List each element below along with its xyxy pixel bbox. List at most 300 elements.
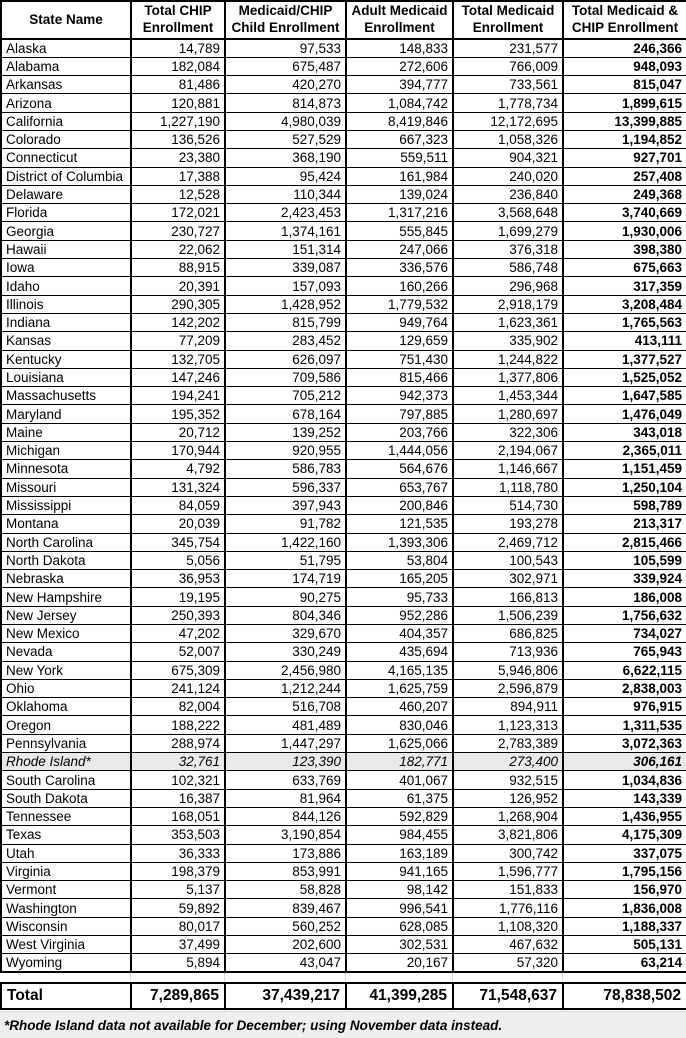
enrollment-value-cell: 1,436,955 xyxy=(563,807,686,825)
enrollment-value-cell: 200,846 xyxy=(346,496,453,514)
state-name-cell: Delaware xyxy=(1,185,131,203)
enrollment-value-cell: 1,227,190 xyxy=(131,112,225,130)
enrollment-value-cell: 174,719 xyxy=(225,570,346,588)
enrollment-value-cell: 814,873 xyxy=(225,94,346,112)
enrollment-value-cell: 804,346 xyxy=(225,606,346,624)
enrollment-value-cell: 339,924 xyxy=(563,570,686,588)
enrollment-value-cell: 51,795 xyxy=(225,551,346,569)
enrollment-value-cell: 126,952 xyxy=(453,789,563,807)
enrollment-value-cell: 797,885 xyxy=(346,405,453,423)
enrollment-value-cell: 172,021 xyxy=(131,204,225,222)
state-name-cell: Ohio xyxy=(1,679,131,697)
enrollment-value-cell: 57,320 xyxy=(453,954,563,972)
enrollment-value-cell: 59,892 xyxy=(131,899,225,917)
enrollment-value-cell: 920,955 xyxy=(225,442,346,460)
enrollment-value-cell: 5,946,806 xyxy=(453,661,563,679)
enrollment-value-cell: 110,344 xyxy=(225,185,346,203)
enrollment-value-cell: 435,694 xyxy=(346,643,453,661)
enrollment-value-cell: 564,676 xyxy=(346,460,453,478)
enrollment-value-cell: 815,466 xyxy=(346,368,453,386)
state-name-cell: District of Columbia xyxy=(1,167,131,185)
enrollment-value-cell: 306,161 xyxy=(563,753,686,771)
state-name-cell: Idaho xyxy=(1,277,131,295)
enrollment-value-cell: 330,249 xyxy=(225,643,346,661)
enrollment-value-cell: 404,357 xyxy=(346,625,453,643)
enrollment-value-cell: 394,777 xyxy=(346,76,453,94)
table-row xyxy=(1,899,686,917)
state-name-cell: California xyxy=(1,112,131,130)
enrollment-value-cell: 709,586 xyxy=(225,368,346,386)
table-row xyxy=(1,368,686,386)
enrollment-value-cell: 398,380 xyxy=(563,240,686,258)
enrollment-value-cell: 52,007 xyxy=(131,643,225,661)
enrollment-value-cell: 156,970 xyxy=(563,881,686,899)
state-name-cell: Vermont xyxy=(1,881,131,899)
enrollment-value-cell: 1,377,806 xyxy=(453,368,563,386)
enrollment-value-cell: 81,964 xyxy=(225,789,346,807)
enrollment-value-cell: 283,452 xyxy=(225,332,346,350)
state-name-cell: New Mexico xyxy=(1,625,131,643)
enrollment-value-cell: 596,337 xyxy=(225,478,346,496)
enrollment-value-cell: 1,776,116 xyxy=(453,899,563,917)
table-row xyxy=(1,606,686,624)
enrollment-value-cell: 165,205 xyxy=(346,570,453,588)
table-row xyxy=(1,496,686,514)
enrollment-value-cell: 844,126 xyxy=(225,807,346,825)
enrollment-value-cell: 586,783 xyxy=(225,460,346,478)
state-name-cell: Louisiana xyxy=(1,368,131,386)
enrollment-value-cell: 3,568,648 xyxy=(453,204,563,222)
footnote: *Rhode Island data not available for December; using November data instead. xyxy=(0,1011,686,1038)
enrollment-value-cell: 766,009 xyxy=(453,57,563,75)
enrollment-value-cell: 231,577 xyxy=(453,39,563,57)
enrollment-value-cell: 1,377,527 xyxy=(563,350,686,368)
enrollment-value-cell: 1,444,056 xyxy=(346,442,453,460)
enrollment-value-cell: 894,911 xyxy=(453,698,563,716)
state-name-cell: Oregon xyxy=(1,716,131,734)
state-name-cell: Wisconsin xyxy=(1,917,131,935)
enrollment-value-cell: 142,202 xyxy=(131,313,225,331)
enrollment-value-cell: 1,374,161 xyxy=(225,222,346,240)
enrollment-value-cell: 1,779,532 xyxy=(346,295,453,313)
enrollment-value-cell: 633,769 xyxy=(225,771,346,789)
enrollment-value-cell: 213,317 xyxy=(563,515,686,533)
enrollment-value-cell: 1,756,632 xyxy=(563,606,686,624)
enrollment-value-cell: 345,754 xyxy=(131,533,225,551)
enrollment-value-cell: 43,047 xyxy=(225,954,346,972)
table-row xyxy=(1,844,686,862)
enrollment-value-cell: 1,506,239 xyxy=(453,606,563,624)
state-name-cell: Washington xyxy=(1,899,131,917)
enrollment-value-cell: 102,321 xyxy=(131,771,225,789)
enrollment-value-cell: 17,388 xyxy=(131,167,225,185)
enrollment-value-cell: 290,305 xyxy=(131,295,225,313)
enrollment-value-cell: 904,321 xyxy=(453,149,563,167)
enrollment-value-cell: 675,487 xyxy=(225,57,346,75)
enrollment-value-cell: 1,034,836 xyxy=(563,771,686,789)
state-name-cell: Texas xyxy=(1,826,131,844)
enrollment-value-cell: 47,202 xyxy=(131,625,225,643)
enrollment-value-cell: 322,306 xyxy=(453,423,563,441)
enrollment-value-cell: 1,699,279 xyxy=(453,222,563,240)
enrollment-value-cell: 1,194,852 xyxy=(563,130,686,148)
enrollment-value-cell: 88,915 xyxy=(131,259,225,277)
enrollment-value-cell: 329,670 xyxy=(225,625,346,643)
column-header-total-medicaid-chip: Total Medicaid & CHIP Enrollment xyxy=(563,1,686,39)
enrollment-value-cell: 166,813 xyxy=(453,588,563,606)
table-row xyxy=(1,259,686,277)
enrollment-value-cell: 100,543 xyxy=(453,551,563,569)
enrollment-value-cell: 12,172,695 xyxy=(453,112,563,130)
table-row xyxy=(1,112,686,130)
enrollment-value-cell: 182,084 xyxy=(131,57,225,75)
enrollment-value-cell: 815,047 xyxy=(563,76,686,94)
column-header-state-name: State Name xyxy=(1,1,131,39)
state-name-cell: South Dakota xyxy=(1,789,131,807)
enrollment-value-cell: 246,366 xyxy=(563,39,686,57)
enrollment-value-cell: 20,039 xyxy=(131,515,225,533)
enrollment-value-cell: 296,968 xyxy=(453,277,563,295)
enrollment-value-cell: 1,899,615 xyxy=(563,94,686,112)
enrollment-value-cell: 151,314 xyxy=(225,240,346,258)
table-row xyxy=(1,570,686,588)
enrollment-value-cell: 948,093 xyxy=(563,57,686,75)
state-name-cell: Georgia xyxy=(1,222,131,240)
enrollment-value-cell: 136,526 xyxy=(131,130,225,148)
enrollment-value-cell: 129,659 xyxy=(346,332,453,350)
enrollment-value-cell: 170,944 xyxy=(131,442,225,460)
table-row xyxy=(1,625,686,643)
enrollment-value-cell: 667,323 xyxy=(346,130,453,148)
enrollment-value-cell: 481,489 xyxy=(225,716,346,734)
state-name-cell: South Carolina xyxy=(1,771,131,789)
state-name-cell: Kentucky xyxy=(1,350,131,368)
enrollment-value-cell: 1,422,160 xyxy=(225,533,346,551)
enrollment-value-cell: 161,984 xyxy=(346,167,453,185)
enrollment-value-cell: 942,373 xyxy=(346,387,453,405)
total-label: Total xyxy=(1,983,131,1009)
table-row xyxy=(1,478,686,496)
table-row xyxy=(1,39,686,57)
state-name-cell: Mississippi xyxy=(1,496,131,514)
enrollment-value-cell: 163,189 xyxy=(346,844,453,862)
enrollment-value-cell: 705,212 xyxy=(225,387,346,405)
state-name-cell: Colorado xyxy=(1,130,131,148)
enrollment-value-cell: 36,953 xyxy=(131,570,225,588)
table-row xyxy=(1,350,686,368)
enrollment-value-cell: 1,596,777 xyxy=(453,862,563,880)
enrollment-value-cell: 335,902 xyxy=(453,332,563,350)
enrollment-value-cell: 653,767 xyxy=(346,478,453,496)
table-row xyxy=(1,862,686,880)
enrollment-value-cell: 336,576 xyxy=(346,259,453,277)
state-name-cell: Florida xyxy=(1,204,131,222)
enrollment-value-cell: 6,622,115 xyxy=(563,661,686,679)
enrollment-value-cell: 120,881 xyxy=(131,94,225,112)
enrollment-value-cell: 420,270 xyxy=(225,76,346,94)
table-row xyxy=(1,94,686,112)
enrollment-value-cell: 121,535 xyxy=(346,515,453,533)
state-name-cell: Michigan xyxy=(1,442,131,460)
table-row xyxy=(1,57,686,75)
enrollment-value-cell: 105,599 xyxy=(563,551,686,569)
enrollment-value-cell: 675,663 xyxy=(563,259,686,277)
enrollment-value-cell: 37,499 xyxy=(131,936,225,954)
enrollment-value-cell: 63,214 xyxy=(563,954,686,972)
enrollment-value-cell: 1,930,006 xyxy=(563,222,686,240)
enrollment-value-cell: 952,286 xyxy=(346,606,453,624)
enrollment-value-cell: 984,455 xyxy=(346,826,453,844)
enrollment-value-cell: 505,131 xyxy=(563,936,686,954)
enrollment-value-cell: 1,623,361 xyxy=(453,313,563,331)
total-child-value: 37,439,217 xyxy=(225,983,346,1009)
state-name-cell: Nevada xyxy=(1,643,131,661)
total-row xyxy=(1,983,686,1009)
total-adult-value: 41,399,285 xyxy=(346,983,453,1009)
enrollment-value-cell: 1,428,952 xyxy=(225,295,346,313)
enrollment-value-cell: 516,708 xyxy=(225,698,346,716)
enrollment-value-cell: 765,943 xyxy=(563,643,686,661)
enrollment-value-cell: 95,424 xyxy=(225,167,346,185)
table-row xyxy=(1,222,686,240)
state-name-cell: Hawaii xyxy=(1,240,131,258)
enrollment-value-cell: 20,391 xyxy=(131,277,225,295)
table-row xyxy=(1,442,686,460)
enrollment-value-cell: 82,004 xyxy=(131,698,225,716)
table-row xyxy=(1,149,686,167)
total-chip-value: 7,289,865 xyxy=(131,983,225,1009)
table-row xyxy=(1,533,686,551)
enrollment-value-cell: 1,393,306 xyxy=(346,533,453,551)
enrollment-value-cell: 132,705 xyxy=(131,350,225,368)
enrollment-value-cell: 555,845 xyxy=(346,222,453,240)
table-row xyxy=(1,240,686,258)
table-row xyxy=(1,698,686,716)
enrollment-value-cell: 317,359 xyxy=(563,277,686,295)
enrollment-value-cell: 3,821,806 xyxy=(453,826,563,844)
enrollment-value-cell: 16,387 xyxy=(131,789,225,807)
enrollment-value-cell: 839,467 xyxy=(225,899,346,917)
enrollment-value-cell: 250,393 xyxy=(131,606,225,624)
state-name-cell: Missouri xyxy=(1,478,131,496)
enrollment-value-cell: 1,778,734 xyxy=(453,94,563,112)
table-row xyxy=(1,423,686,441)
enrollment-value-cell: 247,066 xyxy=(346,240,453,258)
enrollment-value-cell: 376,318 xyxy=(453,240,563,258)
enrollment-value-cell: 236,840 xyxy=(453,185,563,203)
enrollment-value-cell: 80,017 xyxy=(131,917,225,935)
header-row xyxy=(1,1,686,39)
table-row xyxy=(1,405,686,423)
enrollment-value-cell: 1,765,563 xyxy=(563,313,686,331)
enrollment-value-cell: 157,093 xyxy=(225,277,346,295)
enrollment-value-cell: 2,365,011 xyxy=(563,442,686,460)
enrollment-value-cell: 949,764 xyxy=(346,313,453,331)
total-table xyxy=(0,982,686,1010)
enrollment-value-cell: 686,825 xyxy=(453,625,563,643)
enrollment-value-cell: 272,606 xyxy=(346,57,453,75)
state-name-cell: North Dakota xyxy=(1,551,131,569)
enrollment-value-cell: 527,529 xyxy=(225,130,346,148)
enrollment-value-cell: 815,799 xyxy=(225,313,346,331)
enrollment-value-cell: 5,056 xyxy=(131,551,225,569)
enrollment-value-cell: 713,936 xyxy=(453,643,563,661)
enrollment-value-cell: 302,531 xyxy=(346,936,453,954)
enrollment-value-cell: 1,647,585 xyxy=(563,387,686,405)
table-row xyxy=(1,76,686,94)
table-row xyxy=(1,332,686,350)
table-row xyxy=(1,881,686,899)
state-name-cell: West Virginia xyxy=(1,936,131,954)
total-medicaid-value: 71,548,637 xyxy=(453,983,563,1009)
table-row xyxy=(1,515,686,533)
enrollment-value-cell: 151,833 xyxy=(453,881,563,899)
table-row xyxy=(1,716,686,734)
enrollment-value-cell: 193,278 xyxy=(453,515,563,533)
enrollment-value-cell: 91,782 xyxy=(225,515,346,533)
enrollment-value-cell: 592,829 xyxy=(346,807,453,825)
enrollment-value-cell: 675,309 xyxy=(131,661,225,679)
enrollment-value-cell: 53,804 xyxy=(346,551,453,569)
table-row xyxy=(1,387,686,405)
state-name-cell: Minnesota xyxy=(1,460,131,478)
table-row xyxy=(1,936,686,954)
enrollment-value-cell: 20,167 xyxy=(346,954,453,972)
enrollment-value-cell: 20,712 xyxy=(131,423,225,441)
state-name-cell: Massachusetts xyxy=(1,387,131,405)
enrollment-value-cell: 8,419,846 xyxy=(346,112,453,130)
enrollment-value-cell: 3,740,669 xyxy=(563,204,686,222)
enrollment-value-cell: 2,469,712 xyxy=(453,533,563,551)
enrollment-value-cell: 1,447,297 xyxy=(225,734,346,752)
table-row xyxy=(1,204,686,222)
enrollment-value-cell: 1,836,008 xyxy=(563,899,686,917)
enrollment-value-cell: 514,730 xyxy=(453,496,563,514)
enrollment-value-cell: 932,515 xyxy=(453,771,563,789)
table-row xyxy=(1,771,686,789)
table-row xyxy=(1,588,686,606)
enrollment-value-cell: 194,241 xyxy=(131,387,225,405)
enrollment-value-cell: 5,137 xyxy=(131,881,225,899)
enrollment-value-cell: 98,142 xyxy=(346,881,453,899)
table-row xyxy=(1,679,686,697)
enrollment-value-cell: 853,991 xyxy=(225,862,346,880)
enrollment-value-cell: 1,250,104 xyxy=(563,478,686,496)
enrollment-value-cell: 941,165 xyxy=(346,862,453,880)
enrollment-value-cell: 3,072,363 xyxy=(563,734,686,752)
enrollment-value-cell: 23,380 xyxy=(131,149,225,167)
table-row xyxy=(1,295,686,313)
enrollment-value-cell: 4,792 xyxy=(131,460,225,478)
state-name-cell: Maryland xyxy=(1,405,131,423)
table-row xyxy=(1,954,686,972)
state-name-cell: Montana xyxy=(1,515,131,533)
enrollment-value-cell: 58,828 xyxy=(225,881,346,899)
enrollment-value-cell: 830,046 xyxy=(346,716,453,734)
state-name-cell: Alaska xyxy=(1,39,131,57)
enrollment-value-cell: 2,423,453 xyxy=(225,204,346,222)
enrollment-value-cell: 734,027 xyxy=(563,625,686,643)
state-name-cell: Arizona xyxy=(1,94,131,112)
enrollment-value-cell: 1,625,759 xyxy=(346,679,453,697)
column-header-medicaid-chip-child: Medicaid/CHIP Child Enrollment xyxy=(225,1,346,39)
enrollment-value-cell: 249,368 xyxy=(563,185,686,203)
table-row xyxy=(1,185,686,203)
column-header-adult-medicaid: Adult Medicaid Enrollment xyxy=(346,1,453,39)
state-name-cell: Virginia xyxy=(1,862,131,880)
enrollment-value-cell: 353,503 xyxy=(131,826,225,844)
table-row xyxy=(1,917,686,935)
enrollment-value-cell: 32,761 xyxy=(131,753,225,771)
enrollment-value-cell: 996,541 xyxy=(346,899,453,917)
enrollment-value-cell: 36,333 xyxy=(131,844,225,862)
enrollment-value-cell: 1,151,459 xyxy=(563,460,686,478)
enrollment-value-cell: 61,375 xyxy=(346,789,453,807)
enrollment-value-cell: 139,024 xyxy=(346,185,453,203)
enrollment-value-cell: 203,766 xyxy=(346,423,453,441)
spacer-row xyxy=(0,973,686,982)
state-name-cell: Wyoming xyxy=(1,954,131,972)
enrollment-value-cell: 5,894 xyxy=(131,954,225,972)
state-name-cell: Maine xyxy=(1,423,131,441)
table-row xyxy=(1,277,686,295)
enrollment-value-cell: 1,123,313 xyxy=(453,716,563,734)
table-row xyxy=(1,789,686,807)
state-name-cell: New Hampshire xyxy=(1,588,131,606)
enrollment-value-cell: 413,111 xyxy=(563,332,686,350)
enrollment-value-cell: 198,379 xyxy=(131,862,225,880)
enrollment-value-cell: 195,352 xyxy=(131,405,225,423)
enrollment-value-cell: 2,918,179 xyxy=(453,295,563,313)
enrollment-value-cell: 339,087 xyxy=(225,259,346,277)
enrollment-value-cell: 927,701 xyxy=(563,149,686,167)
state-name-cell: Kansas xyxy=(1,332,131,350)
enrollment-value-cell: 288,974 xyxy=(131,734,225,752)
enrollment-value-cell: 1,317,216 xyxy=(346,204,453,222)
enrollment-value-cell: 202,600 xyxy=(225,936,346,954)
state-name-cell: Illinois xyxy=(1,295,131,313)
enrollment-value-cell: 148,833 xyxy=(346,39,453,57)
enrollment-value-cell: 257,408 xyxy=(563,167,686,185)
enrollment-value-cell: 1,212,244 xyxy=(225,679,346,697)
enrollment-value-cell: 343,018 xyxy=(563,423,686,441)
state-name-cell: Iowa xyxy=(1,259,131,277)
state-name-cell: Tennessee xyxy=(1,807,131,825)
enrollment-value-cell: 139,252 xyxy=(225,423,346,441)
table-row xyxy=(1,167,686,185)
enrollment-value-cell: 1,625,066 xyxy=(346,734,453,752)
table-row xyxy=(1,734,686,752)
enrollment-value-cell: 1,244,822 xyxy=(453,350,563,368)
enrollment-value-cell: 300,742 xyxy=(453,844,563,862)
enrollment-value-cell: 302,971 xyxy=(453,570,563,588)
enrollment-value-cell: 12,528 xyxy=(131,185,225,203)
enrollment-value-cell: 626,097 xyxy=(225,350,346,368)
enrollment-value-cell: 628,085 xyxy=(346,917,453,935)
enrollment-value-cell: 131,324 xyxy=(131,478,225,496)
enrollment-value-cell: 241,124 xyxy=(131,679,225,697)
enrollment-value-cell: 560,252 xyxy=(225,917,346,935)
enrollment-value-cell: 173,886 xyxy=(225,844,346,862)
enrollment-value-cell: 81,486 xyxy=(131,76,225,94)
enrollment-value-cell: 4,980,039 xyxy=(225,112,346,130)
enrollment-value-cell: 273,400 xyxy=(453,753,563,771)
enrollment-value-cell: 22,062 xyxy=(131,240,225,258)
enrollment-value-cell: 1,476,049 xyxy=(563,405,686,423)
state-name-cell: New Jersey xyxy=(1,606,131,624)
column-header-total-medicaid: Total Medicaid Enrollment xyxy=(453,1,563,39)
enrollment-value-cell: 77,209 xyxy=(131,332,225,350)
